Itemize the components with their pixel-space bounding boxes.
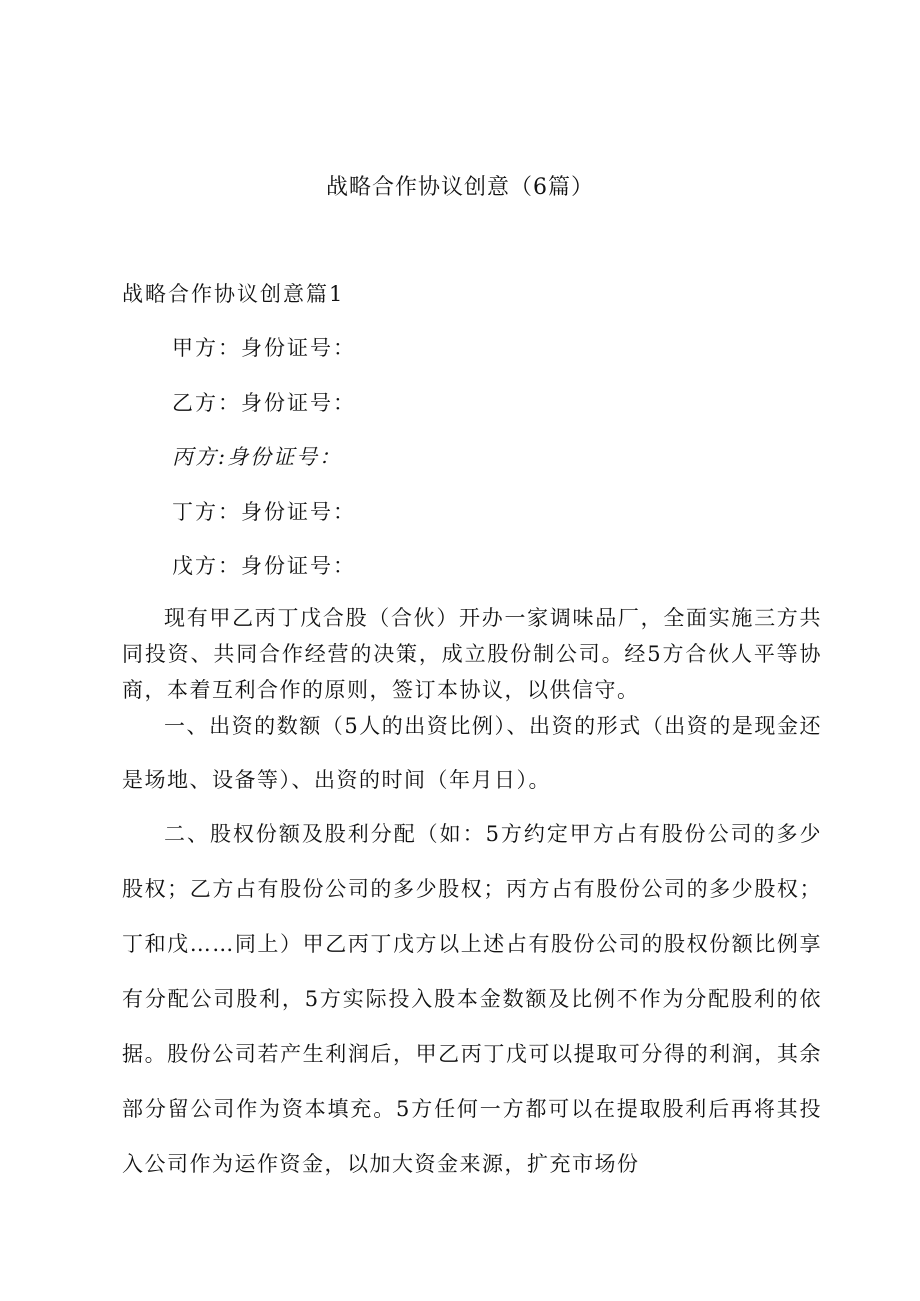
- party-bing-line: 丙方:身份证号：: [172, 445, 343, 469]
- intro-paragraph: 现有甲乙丙丁戊合股（合伙）开办一家调味品厂，全面实施三方共同投资、共同合作经营的决策，成立股份制公司。经5方合伙人平等协商，本着互利合作的原则，签订本协议，以供信守。: [122, 606, 822, 702]
- document-title: 战略合作协议创意（6篇）: [326, 175, 594, 200]
- section-heading: 战略合作协议创意篇1: [122, 282, 345, 306]
- party-ding-line: 丁方：身份证号：: [172, 500, 356, 524]
- party-yi-line: 乙方：身份证号：: [172, 391, 356, 415]
- party-wu-line: 戊方：身份证号：: [172, 554, 356, 578]
- party-jia-line: 甲方：身份证号：: [172, 336, 356, 360]
- clause-two-paragraph: 二、股权份额及股利分配（如：5方约定甲方占有股份公司的多少股权；乙方占有股份公司的多少股权；丙方占有股份公司的多少股权；丁和戊……同上）甲乙丙丁戊方以上述占有股份公司的股权份额比例享有分配公司股利，5方实际投入股本金数额及比例不作为分配股利的依据。股份公司若产生利润后，甲乙丙丁戊可以提取可分得的利润，其余部分留公司作为资本填充。5方任何一方都可以在提取股利后再将其投入公司作为运作资金，以加大资金来源，扩充市场份: [122, 822, 822, 1176]
- clause-one-paragraph: 一、出资的数额（5人的出资比例）、出资的形式（出资的是现金还是场地、设备等）、出资的时间（年月日）。: [122, 714, 822, 792]
